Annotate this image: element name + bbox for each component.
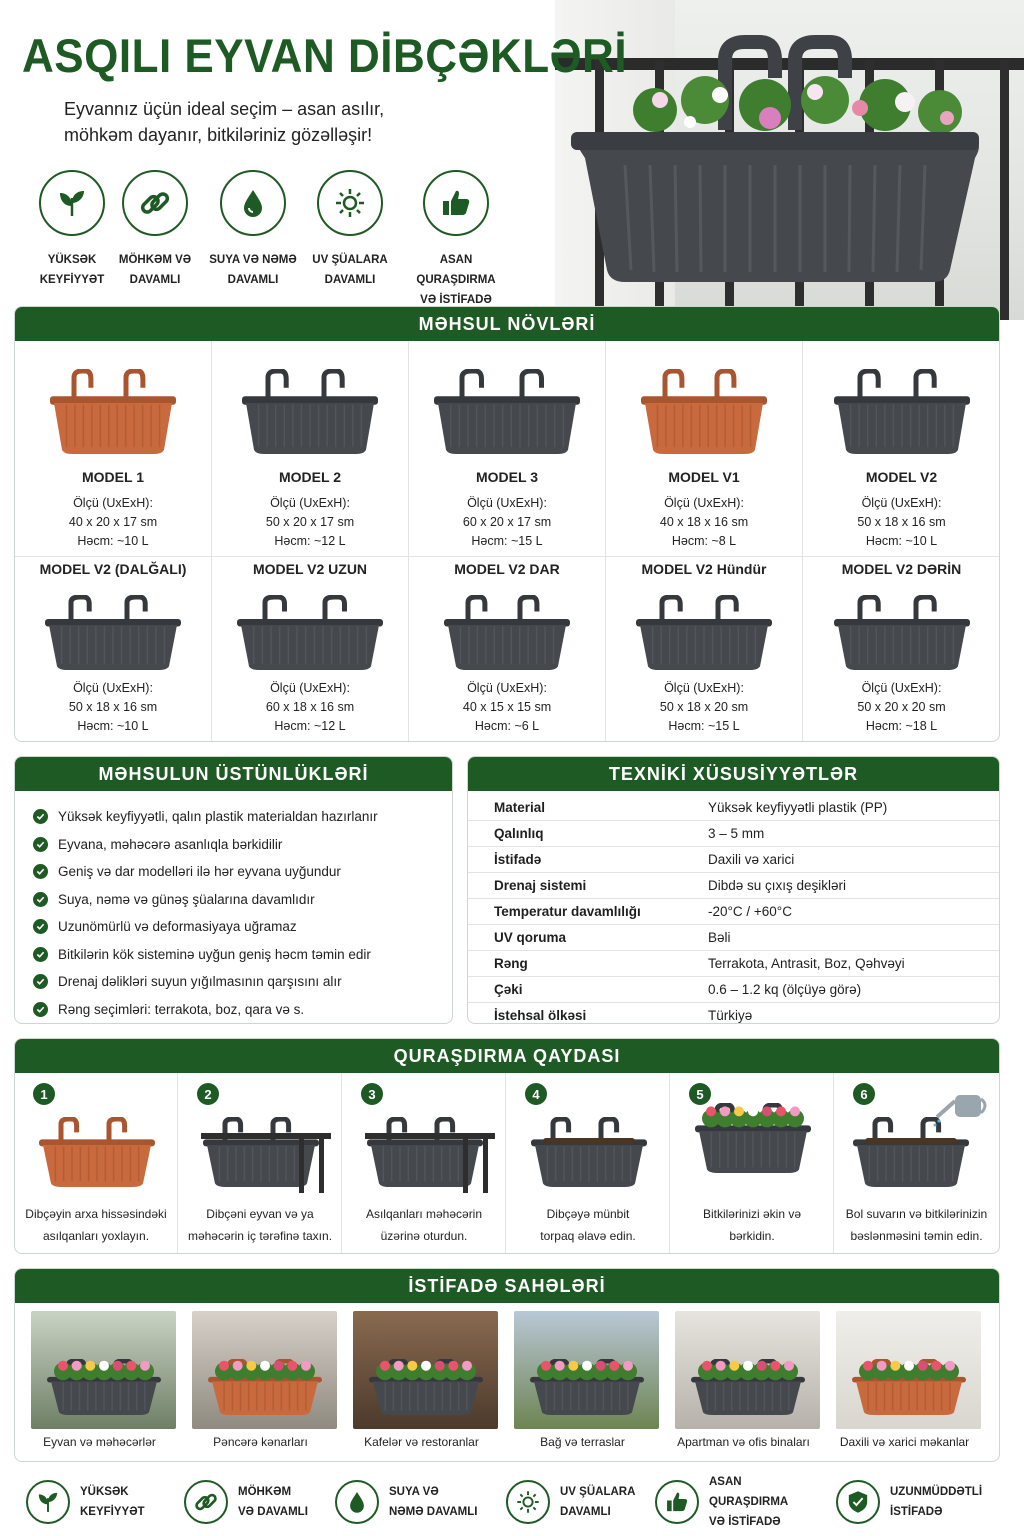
feature-easy: ASAN QURAŞDIRMA VƏ İSTİFADƏ bbox=[400, 170, 512, 310]
specs-table bbox=[468, 795, 999, 1024]
spec-row bbox=[468, 873, 999, 899]
step-illustration bbox=[529, 1117, 649, 1192]
advantage-item bbox=[33, 886, 434, 914]
product-name: MODEL V2 UZUN bbox=[252, 561, 368, 577]
product-card bbox=[803, 557, 1000, 741]
product-card bbox=[606, 557, 803, 741]
product-name: MODEL V2 bbox=[865, 469, 938, 485]
products-heading: MƏHSUL NÖVLƏRİ bbox=[15, 307, 999, 341]
products-section bbox=[14, 306, 1000, 742]
usage-caption: Apartman və ofis binaları bbox=[677, 1435, 810, 1449]
product-pot-image bbox=[240, 369, 380, 459]
step-number: 6 bbox=[853, 1083, 875, 1105]
step-number: 5 bbox=[689, 1083, 711, 1105]
usage-caption: Daxili və xarici məkanlar bbox=[839, 1435, 970, 1449]
product-name: MODEL V2 DAR bbox=[454, 561, 560, 577]
advantage-item bbox=[33, 968, 434, 996]
install-section bbox=[14, 1038, 1000, 1254]
spec-row bbox=[468, 795, 999, 821]
product-size-label: Ölçü (UxExH): bbox=[73, 496, 153, 510]
footer-feature: UZUNMÜDDƏTLİ İSTİFADƏ bbox=[836, 1478, 990, 1526]
advantage-item bbox=[33, 996, 434, 1024]
advantage-item bbox=[33, 913, 434, 941]
advantage-item bbox=[33, 858, 434, 886]
chain-link-icon bbox=[138, 186, 172, 220]
advantage-text: Yüksək keyfiyyətli, qalın plastik materialdan hazırlanır bbox=[58, 809, 378, 825]
advantage-text: Rəng seçimləri: terrakota, boz, qara və s. bbox=[58, 1001, 305, 1017]
spec-key: UV qoruma bbox=[468, 924, 682, 950]
product-size-label: Ölçü (UxExH): bbox=[270, 681, 350, 695]
product-size: 40 x 15 x 15 sm bbox=[462, 700, 552, 714]
product-card bbox=[409, 557, 606, 741]
product-size-label: Ölçü (UxExH): bbox=[467, 681, 547, 695]
usage-caption: Kafelər və restoranlar bbox=[364, 1435, 479, 1449]
advantages-list bbox=[15, 791, 452, 1024]
step-text: Bol suvarın və bitkilərinizin bəslənməsini təmin edin. bbox=[845, 1207, 988, 1243]
install-step bbox=[671, 1073, 834, 1253]
hero-banner bbox=[0, 0, 1024, 310]
check-circle-icon bbox=[33, 974, 48, 989]
product-pot-image bbox=[639, 369, 769, 459]
spec-key: Material bbox=[468, 795, 682, 821]
step-number: 1 bbox=[33, 1083, 55, 1105]
footer-feature: YÜKSƏK KEYFİYYƏT bbox=[26, 1478, 180, 1526]
product-volume: Həcm: ~10 L bbox=[77, 719, 149, 733]
install-heading: QURAŞDIRMA QAYDASI bbox=[15, 1039, 999, 1073]
products-grid bbox=[15, 341, 1000, 741]
step-text: Dibçəyin arxa hissəsindəki asılqanları yoxlayın. bbox=[25, 1207, 167, 1243]
specs-section bbox=[467, 756, 1000, 1024]
feature-quality: YÜKSƏK KEYFİYYƏT bbox=[22, 170, 122, 290]
usage-item bbox=[659, 1303, 820, 1462]
usage-photo bbox=[31, 1311, 176, 1429]
spec-row bbox=[468, 899, 999, 925]
product-pot-image bbox=[235, 595, 385, 675]
product-volume: Həcm: ~6 L bbox=[474, 719, 540, 733]
usage-caption: Eyvan və məhəcərlər bbox=[43, 1435, 156, 1449]
install-step bbox=[507, 1073, 670, 1253]
check-circle-icon bbox=[33, 1002, 48, 1017]
product-card bbox=[212, 341, 409, 557]
usage-heading: İSTİFADƏ SAHƏLƏRİ bbox=[15, 1269, 999, 1303]
check-circle-icon bbox=[33, 892, 48, 907]
advantage-text: Drenaj dəlikləri suyun yığılmasının qarşısını alır bbox=[58, 974, 342, 990]
check-circle-icon bbox=[33, 864, 48, 879]
check-circle-icon bbox=[33, 809, 48, 824]
product-pot-image bbox=[48, 369, 178, 459]
chain-link-icon bbox=[193, 1489, 219, 1515]
product-card bbox=[15, 341, 212, 557]
spec-row bbox=[468, 976, 999, 1002]
footer-feature: MÖHKƏM VƏ DAVAMLI bbox=[184, 1478, 338, 1526]
advantage-text: Uzunömürlü və deformasiyaya uğramaz bbox=[58, 919, 297, 935]
spec-value: Türkiyə bbox=[682, 1002, 999, 1024]
check-circle-icon bbox=[33, 947, 48, 962]
spec-row bbox=[468, 847, 999, 873]
thumbs-up-icon bbox=[439, 186, 473, 220]
spec-value: Dibdə su çıxış deşikləri bbox=[682, 873, 999, 899]
spec-key: İstehsal ölkəsi bbox=[468, 1002, 682, 1024]
product-name: MODEL V2 Hündür bbox=[641, 561, 767, 577]
product-pot-image bbox=[832, 595, 972, 675]
usage-item bbox=[498, 1303, 659, 1462]
feature-water: SUYA VƏ NƏMƏ DAVAMLI bbox=[203, 170, 303, 290]
usage-item bbox=[337, 1303, 498, 1462]
product-card bbox=[212, 557, 409, 741]
spec-value: Yüksək keyfiyyətli plastik (PP) bbox=[682, 795, 999, 821]
usage-photo bbox=[836, 1311, 981, 1429]
usage-item bbox=[176, 1303, 337, 1462]
product-size: 40 x 20 x 17 sm bbox=[68, 515, 158, 529]
product-card bbox=[15, 557, 212, 741]
product-name: MODEL V1 bbox=[668, 469, 740, 485]
usage-caption: Pəncərə kənarları bbox=[213, 1435, 308, 1449]
product-size: 60 x 18 x 16 sm bbox=[265, 700, 355, 714]
product-volume: Həcm: ~12 L bbox=[274, 534, 346, 548]
step-number: 4 bbox=[525, 1083, 547, 1105]
check-circle-icon bbox=[33, 919, 48, 934]
spec-value: Bəli bbox=[682, 924, 999, 950]
sun-icon bbox=[515, 1489, 541, 1515]
product-volume: Həcm: ~15 L bbox=[471, 534, 543, 548]
sun-icon bbox=[333, 186, 367, 220]
spec-key: İstifadə bbox=[468, 847, 682, 873]
product-name: MODEL 1 bbox=[82, 469, 144, 485]
feature-uv: UV ŞÜALARA DAVAMLI bbox=[300, 170, 400, 290]
usage-caption: Bağ və terraslar bbox=[540, 1435, 625, 1449]
product-size: 50 x 18 x 20 sm bbox=[659, 700, 749, 714]
step-illustration bbox=[37, 1117, 157, 1192]
usage-photo bbox=[514, 1311, 659, 1429]
product-volume: Həcm: ~10 L bbox=[77, 534, 149, 548]
spec-key: Qalınlıq bbox=[468, 821, 682, 847]
install-step bbox=[15, 1073, 178, 1253]
advantage-item bbox=[33, 803, 434, 831]
usage-photo bbox=[192, 1311, 337, 1429]
product-name: MODEL V2 DƏRİN bbox=[841, 561, 962, 577]
spec-key: Rəng bbox=[468, 950, 682, 976]
product-size-label: Ölçü (UxExH): bbox=[861, 496, 942, 510]
usage-photo bbox=[675, 1311, 820, 1429]
spec-value: 3 – 5 mm bbox=[682, 821, 999, 847]
advantages-heading: MƏHSULUN ÜSTÜNLÜKLƏRİ bbox=[15, 757, 452, 791]
product-volume: Həcm: ~10 L bbox=[865, 534, 938, 548]
product-card bbox=[606, 341, 803, 557]
product-name: MODEL V2 (DALĞALI) bbox=[39, 561, 187, 577]
product-volume: Həcm: ~8 L bbox=[671, 534, 737, 548]
product-name: MODEL 2 bbox=[279, 469, 341, 485]
advantage-item bbox=[33, 941, 434, 969]
product-size-label: Ölçü (UxExH): bbox=[664, 681, 744, 695]
thumbs-up-icon bbox=[664, 1489, 690, 1515]
spec-value: 0.6 – 1.2 kq (ölçüyə görə) bbox=[682, 976, 999, 1002]
product-volume: Həcm: ~15 L bbox=[668, 719, 740, 733]
usage-item bbox=[15, 1303, 176, 1462]
advantage-text: Geniş və dar modelləri ilə hər eyvana uyğundur bbox=[58, 864, 341, 880]
water-drop-icon bbox=[344, 1489, 370, 1515]
product-name: MODEL 3 bbox=[476, 469, 538, 485]
spec-row bbox=[468, 821, 999, 847]
product-size-label: Ölçü (UxExH): bbox=[664, 496, 744, 510]
watering-can-icon bbox=[933, 1087, 989, 1127]
advantages-section bbox=[14, 756, 453, 1024]
product-card bbox=[803, 341, 1000, 557]
spec-row bbox=[468, 924, 999, 950]
leaf-icon bbox=[55, 186, 89, 220]
spec-value: Daxili və xarici bbox=[682, 847, 999, 873]
page-title: ASQILI EYVAN DİBÇƏKLƏRİ bbox=[22, 30, 628, 83]
product-size: 50 x 18 x 16 sm bbox=[68, 700, 158, 714]
install-step bbox=[179, 1073, 342, 1253]
footer-feature: ASAN QURAŞDIRMA VƏ İSTİFADƏ bbox=[655, 1478, 809, 1526]
shield-check-icon bbox=[845, 1489, 871, 1515]
install-step bbox=[835, 1073, 998, 1253]
step-text: Asılqanları məhəcərin üzərinə oturdun. bbox=[365, 1207, 483, 1243]
product-size: 50 x 20 x 17 sm bbox=[265, 515, 355, 529]
product-card bbox=[409, 341, 606, 557]
advantage-text: Suya, nəmə və günəş şüalarına davamlıdır bbox=[58, 891, 315, 907]
advantage-text: Eyvana, məhəcərə asanlıqla bərkidilir bbox=[58, 836, 283, 852]
product-pot-image bbox=[43, 595, 183, 675]
product-size-label: Ölçü (UxExH): bbox=[270, 496, 350, 510]
spec-key: Temperatur davamlılığı bbox=[468, 899, 682, 925]
product-size: 50 x 20 x 20 sm bbox=[857, 700, 946, 714]
install-step bbox=[343, 1073, 506, 1253]
product-pot-image bbox=[442, 595, 572, 675]
footer-feature: UV ŞÜALARA DAVAMLI bbox=[506, 1478, 660, 1526]
step-text: Dibçəyə münbit torpaq əlavə edin. bbox=[540, 1207, 636, 1243]
product-volume: Həcm: ~18 L bbox=[865, 719, 938, 733]
spec-key: Drenaj sistemi bbox=[468, 873, 682, 899]
step-illustration bbox=[851, 1117, 971, 1192]
spec-row bbox=[468, 950, 999, 976]
product-pot-image bbox=[832, 369, 972, 459]
specs-heading: TEXNİKİ XÜSUSİYYƏTLƏR bbox=[468, 757, 999, 791]
product-pot-image bbox=[432, 369, 582, 459]
product-size: 60 x 20 x 17 sm bbox=[462, 515, 552, 529]
product-size-label: Ölçü (UxExH): bbox=[861, 681, 942, 695]
advantage-item bbox=[33, 831, 434, 859]
usage-section bbox=[14, 1268, 1000, 1462]
advantage-text: Bitkilərin kök sisteminə uyğun geniş həcm təmin edir bbox=[58, 946, 371, 962]
footer-feature-strip bbox=[0, 1468, 1024, 1536]
product-size-label: Ölçü (UxExH): bbox=[467, 496, 547, 510]
hero-feature-row bbox=[22, 170, 522, 306]
product-size: 40 x 18 x 16 sm bbox=[659, 515, 749, 529]
footer-feature: SUYA VƏ NƏMƏ DAVAMLI bbox=[335, 1478, 489, 1526]
usage-photo bbox=[353, 1311, 498, 1429]
product-pot-image bbox=[634, 595, 774, 675]
spec-key: Çəki bbox=[468, 976, 682, 1002]
spec-row bbox=[468, 1002, 999, 1024]
step-number: 3 bbox=[361, 1083, 383, 1105]
usage-item bbox=[820, 1303, 981, 1462]
spec-value: Terrakota, Antrasit, Boz, Qəhvəyi bbox=[682, 950, 999, 976]
step-text: Bitkilərinizi əkin və bərkidin. bbox=[702, 1207, 802, 1243]
feature-durable: MÖHKƏM VƏ DAVAMLI bbox=[105, 170, 205, 290]
hero-subtitle: Eyvannız üçün ideal seçim – asan asılır, möhkəm dayanır, bitkiləriniz gözəlləşir! bbox=[64, 99, 385, 145]
product-size-label: Ölçü (UxExH): bbox=[73, 681, 153, 695]
check-circle-icon bbox=[33, 837, 48, 852]
spec-value: -20°C / +60°C bbox=[682, 899, 999, 925]
step-number: 2 bbox=[197, 1083, 219, 1105]
water-drop-icon bbox=[236, 186, 270, 220]
step-text: Dibçəni eyvan və ya məhəcərin iç tərəfinə taxın. bbox=[187, 1207, 333, 1243]
product-volume: Həcm: ~12 L bbox=[274, 719, 346, 733]
step-illustration bbox=[693, 1103, 813, 1178]
product-size: 50 x 18 x 16 sm bbox=[857, 515, 946, 529]
leaf-icon bbox=[35, 1489, 61, 1515]
